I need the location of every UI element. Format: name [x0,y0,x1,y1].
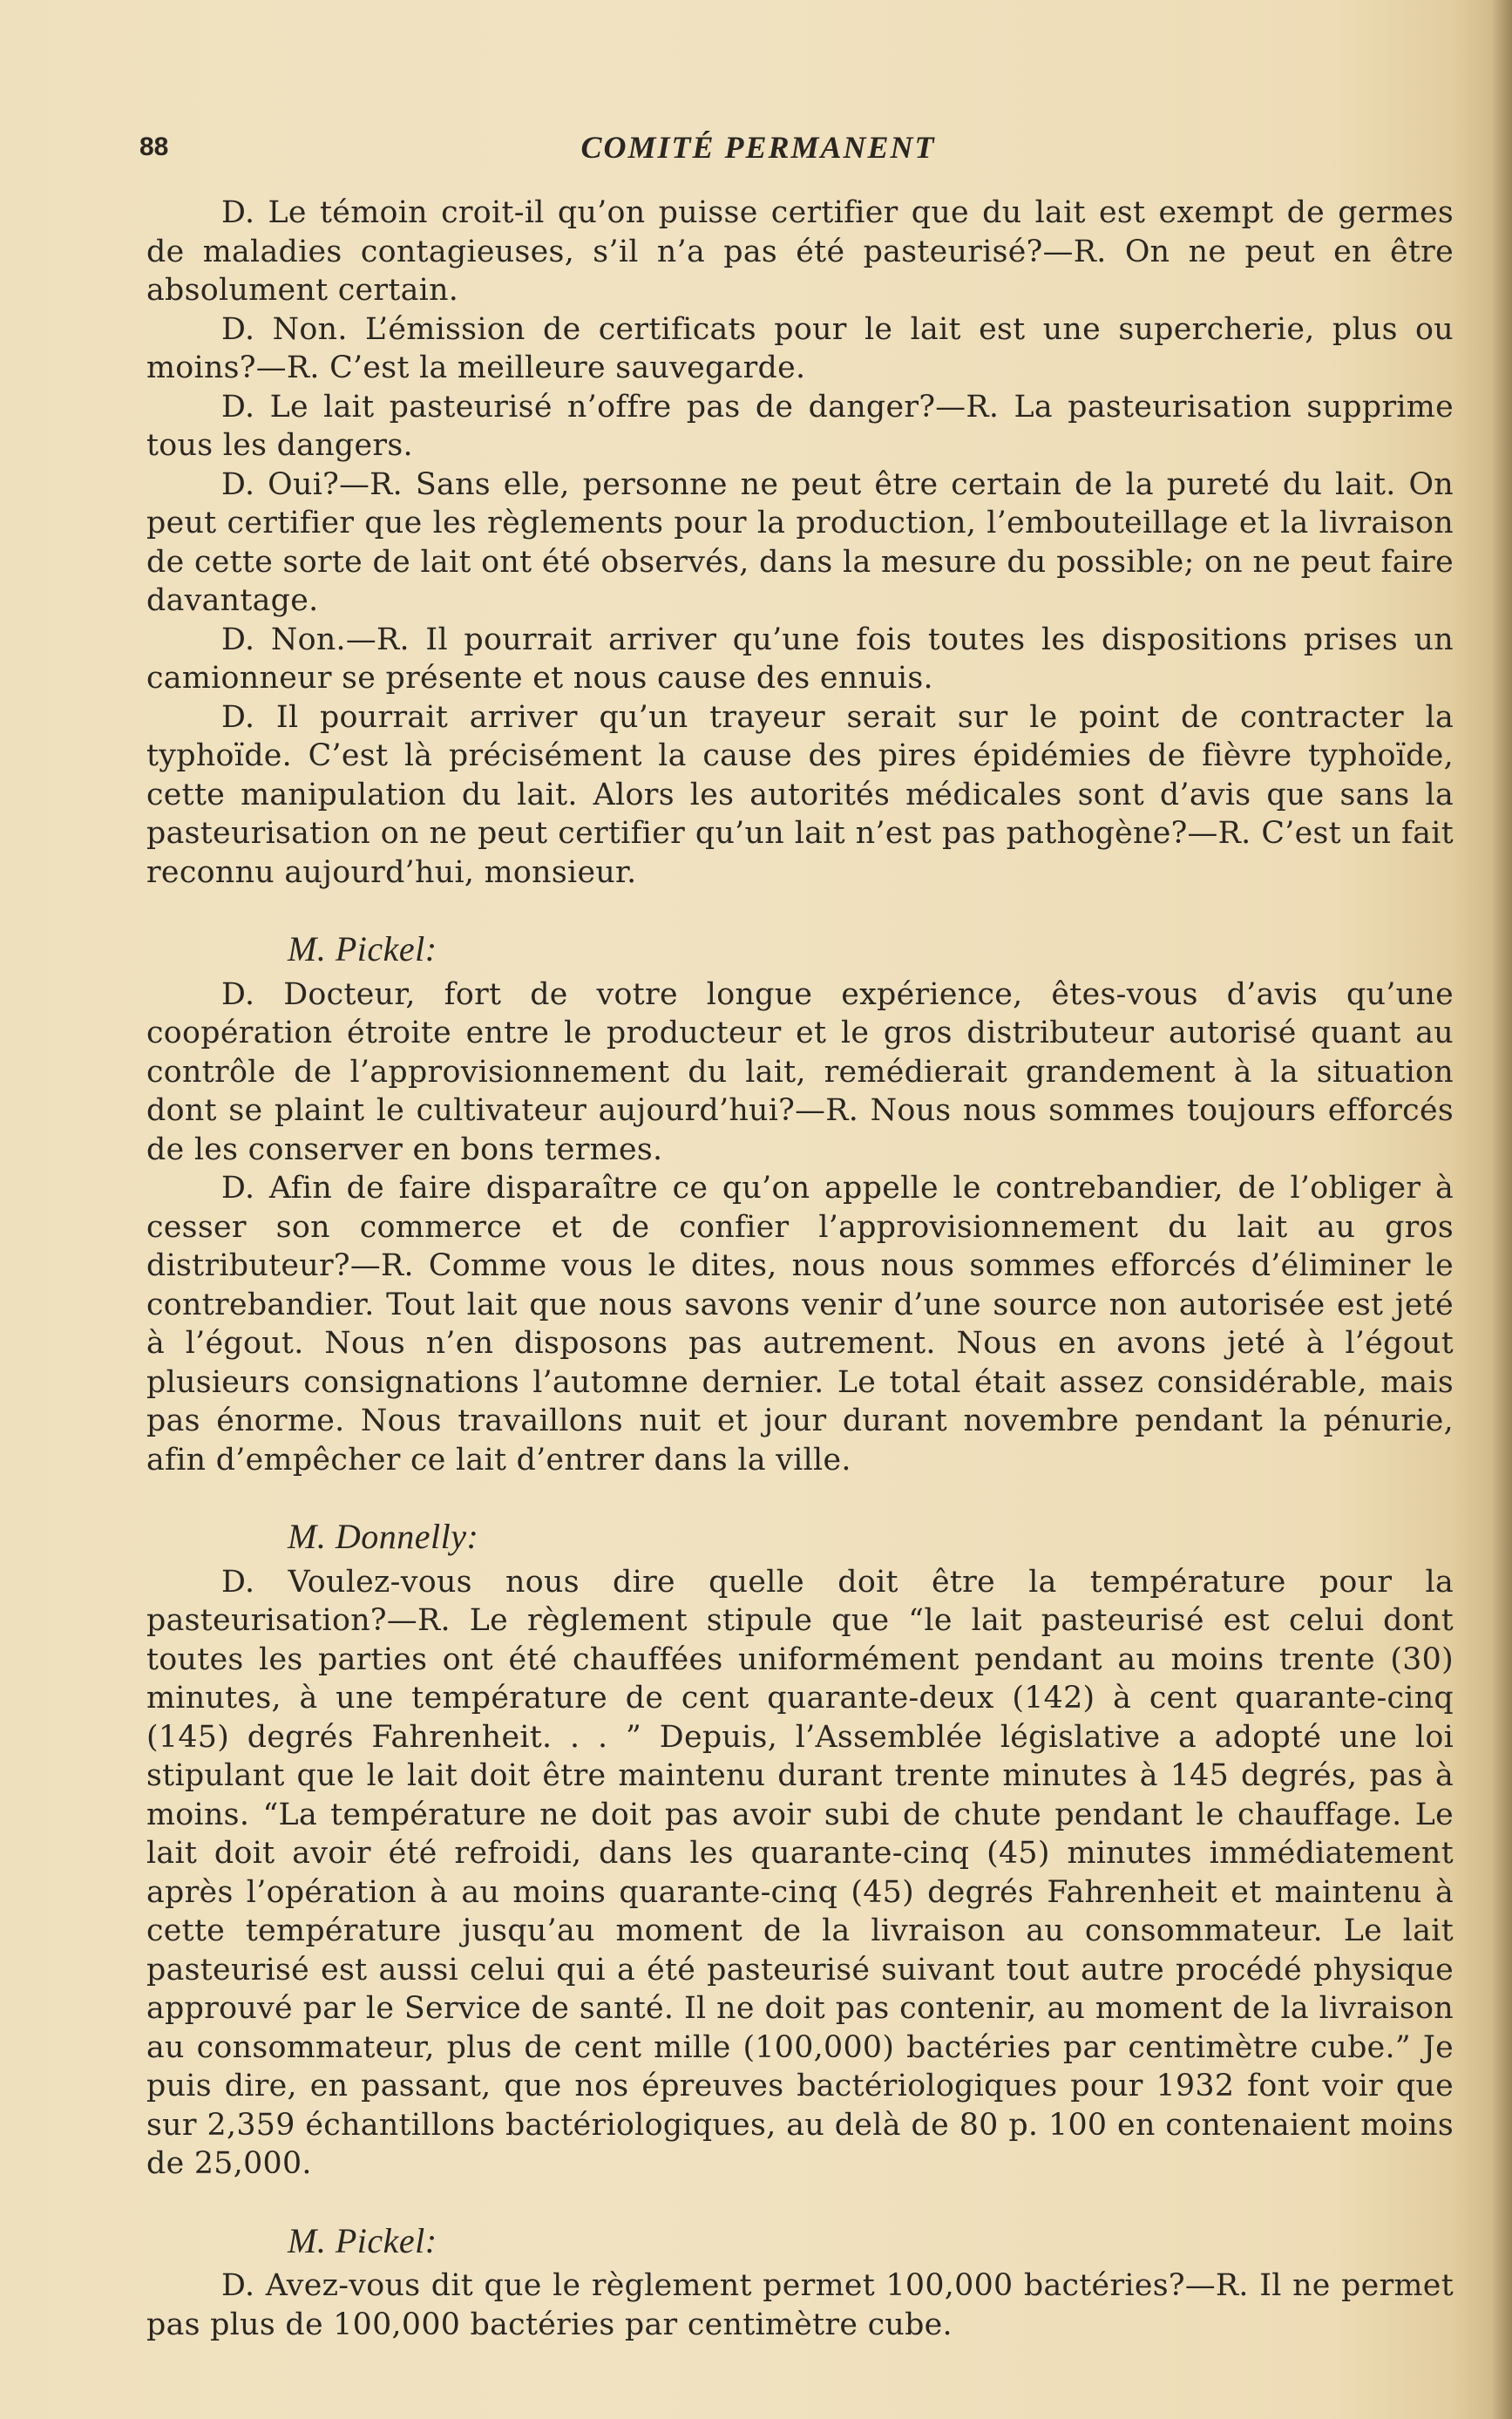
page-header [139,129,1447,173]
paragraph: D. Docteur, fort de votre longue expérience, êtes-vous d’avis qu’une coopération étroite entre le producteur et le gros distributeur autorisé quant au contrôle de l’approvisionnement du lait, remédierait grandement à la situation dont se plaint le cultivateur aujourd’hui?—R. Nous nous sommes toujours efforcés de les conserver en bons termes. [146,976,1454,1167]
body-text [146,194,1454,2344]
paragraph: D. Non.—R. Il pourrait arriver qu’une fois toutes les dispositions prises un camionneur se présente et nous cause des ennuis. [146,622,1454,696]
running-title: COMITÉ PERMANENT [580,130,936,165]
paragraph: D. Le témoin croit-il qu’on puisse certifier que du lait est exempt de germes de maladies contagieuses, s’il n’a pas été pasteurisé?—R. On ne peut en être absolument certain. [146,195,1454,308]
page-edge-shadow [1491,0,1512,2419]
speaker-heading: M. Pickel: [288,2220,437,2260]
speaker-heading: M. Donnelly: [288,1517,479,1556]
paragraph: D. Oui?—R. Sans elle, personne ne peut être certain de la pureté du lait. On peut certifier que les règlements pour la production, l’embouteillage et la livraison de cette sorte de lait ont été observés, dans la mesure du possible; on ne peut faire davantage. [146,466,1454,618]
paragraph: D. Non. L’émission de certificats pour le lait est une supercherie, plus ou moins?—R. C’est la meilleure sauvegarde. [146,311,1454,385]
paragraph: D. Il pourrait arriver qu’un trayeur serait sur le point de contracter la typhoïde. C’est là précisément la cause des pires épidémies de fièvre typhoïde, cette manipulation du lait. Alors les autorités médicales sont d’avis que sans la pasteurisation on ne peut certifier qu’un lait n’est pas pathogène?—R. C’est un fait reconnu aujourd’hui, monsieur. [146,699,1454,890]
paragraph: D. Avez-vous dit que le règlement permet 100,000 bactéries?—R. Il ne permet pas plus de 100,000 bactéries par centimètre cube. [146,2268,1454,2342]
page-number: 88 [139,133,169,161]
paragraph: D. Le lait pasteurisé n’offre pas de danger?—R. La pasteurisation supprime tous les dangers. [146,389,1454,463]
paragraph: D. Voulez-vous nous dire quelle doit être la température pour la pasteurisation?—R. Le règlement stipule que “le lait pasteurisé est celui dont toutes les parties ont été chauffées uniformément pendant au moins trente (30) minutes, à une température de cent quarante-deux (142) à cent quarante-cinq (145) degrés Fahrenheit. . . ” Depuis, l’Assemblée législative a adopté une loi stipulant que le lait doit être maintenu durant trente minutes à 145 degrés, pas à moins. “La température ne doit pas avoir subi de chute pendant le chauffage. Le lait doit avoir été refroidi, dans les quarante-cinq (45) minutes immédiatement après l’opération à au moins quarante-cinq (45) degrés Fahrenheit et maintenu à cette température jusqu’au moment de la livraison au consommateur. Le lait pasteurisé est aussi celui qui a été pasteurisé suivant tout autre procédé physique approuvé par le Service de santé. Il ne doit pas contenir, au moment de la livraison au consommateur, plus de cent mille (100,000) bactéries par centimètre cube.” Je puis dire, en passant, que nos épreuves bactériologiques pour 1932 font voir que sur 2,359 échantillons bactériologiques, au delà de 80 p. 100 en contenaient moins de 25,000. [146,1564,1454,2181]
speaker-heading: M. Pickel: [288,929,437,968]
paragraph: D. Afin de faire disparaître ce qu’on appelle le contrebandier, de l’obliger à cesser son commerce et de confier l’approvisionnement du lait au gros distributeur?—R. Comme vous le dites, nous nous sommes efforcés d’éliminer le contrebandier. Tout lait que nous savons venir d’une source non autorisée est jeté à l’égout. Nous n’en disposons pas autrement. Nous en avons jeté à l’égout plusieurs consignations l’automne dernier. Le total était assez considérable, mais pas énorme. Nous travaillons nuit et jour durant novembre pendant la pénurie, afin d’empêcher ce lait d’entrer dans la ville. [146,1171,1454,1478]
